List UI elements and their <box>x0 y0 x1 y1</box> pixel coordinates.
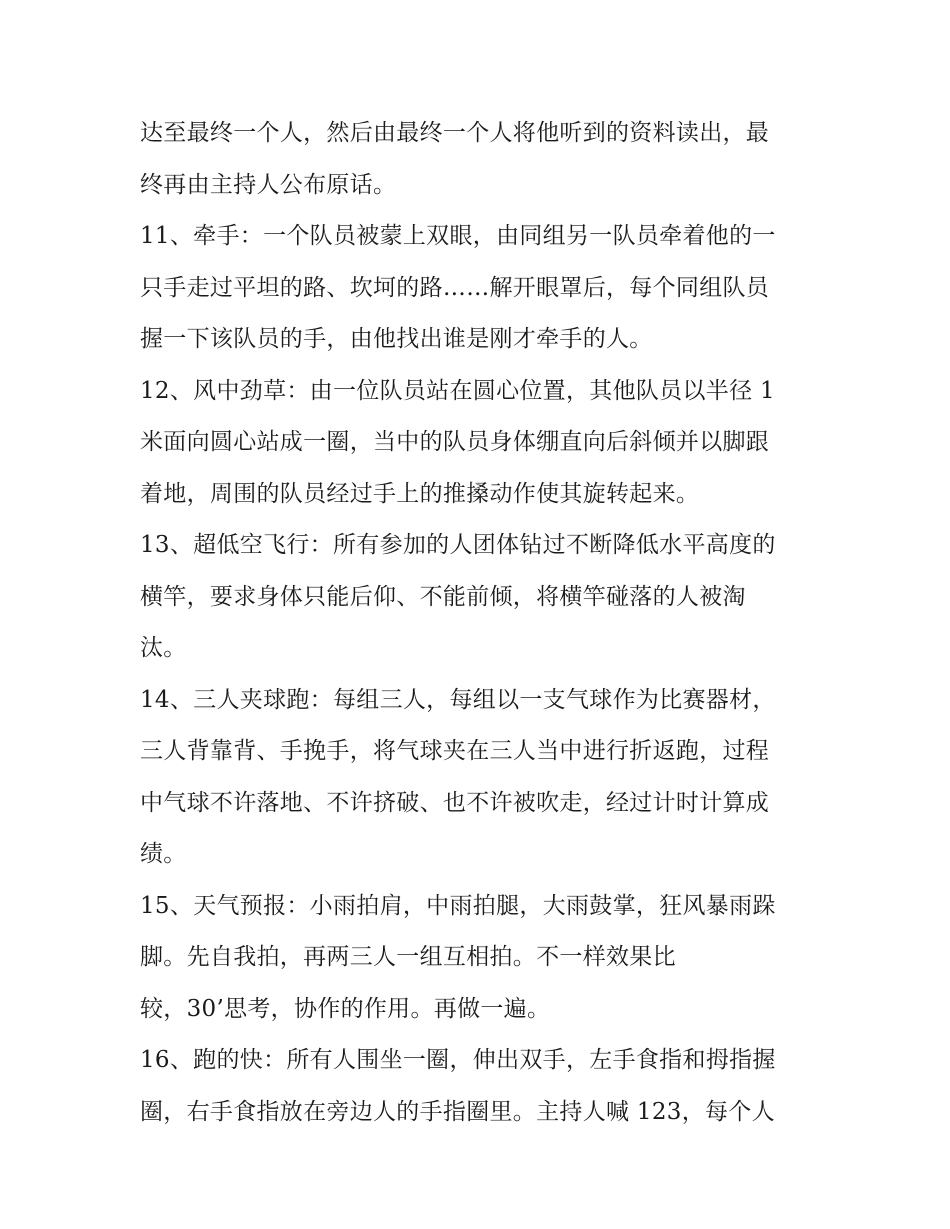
text-line: 达至最终一个人，然后由最终一个人将他听到的资料读出，最 <box>140 120 770 146</box>
text-line: 15、天气预报：小雨拍肩，中雨拍腿，大雨鼓掌，狂风暴雨跺 <box>140 892 776 919</box>
text-line: 握一下该队员的手，由他找出谁是刚才牵手的人。 <box>140 326 653 352</box>
text-line: 较，30’思考，协作的作用。再做一遍。 <box>140 995 551 1022</box>
text-line: 中气球不许落地、不许挤破、也不许被吹走，经过计时计算成 <box>140 789 770 816</box>
text-line: 14、三人夹球跑：每组三人，每组以一支气球作为比赛器材， <box>140 686 776 713</box>
text-line: 着地，周围的队员经过手上的推搡动作使其旋转起来。 <box>140 480 700 507</box>
document-body <box>140 108 820 1138</box>
text-line: 汰。 <box>140 635 187 661</box>
text-line: 11、牵手：一个队员被蒙上双眼，由同组另一队员牵着他的一 <box>140 223 776 249</box>
text-line: 16、跑的快：所有人围坐一圈，伸出双手，左手食指和拇指握 <box>140 1047 776 1073</box>
text-line: 只手走过平坦的路、坎坷的路……解开眼罩后，每个同组队员 <box>140 274 770 301</box>
text-line: 米面向圆心站成一圈，当中的队员身体绷直向后斜倾并以脚跟 <box>140 429 770 455</box>
text-line: 13、超低空飞行：所有参加的人团体钻过不断降低水平高度的 <box>140 532 776 558</box>
text-line: 三人背靠背、手挽手，将气球夹在三人当中进行折返跑，过程 <box>140 738 770 764</box>
text-line: 终再由主持人公布原话。 <box>140 171 397 198</box>
text-line: 绩。 <box>140 841 187 867</box>
text-line: 12、风中劲草：由一位队员站在圆心位置，其他队员以半径 1 <box>140 377 775 404</box>
text-line: 圈，右手食指放在旁边人的手指圈里。主持人喊 123，每个人 <box>140 1098 775 1125</box>
text-line: 脚。先自我拍，再两三人一组互相拍。不一样效果比 <box>140 944 676 970</box>
text-line: 横竿，要求身体只能后仰、不能前倾，将横竿碰落的人被淘 <box>140 583 746 610</box>
